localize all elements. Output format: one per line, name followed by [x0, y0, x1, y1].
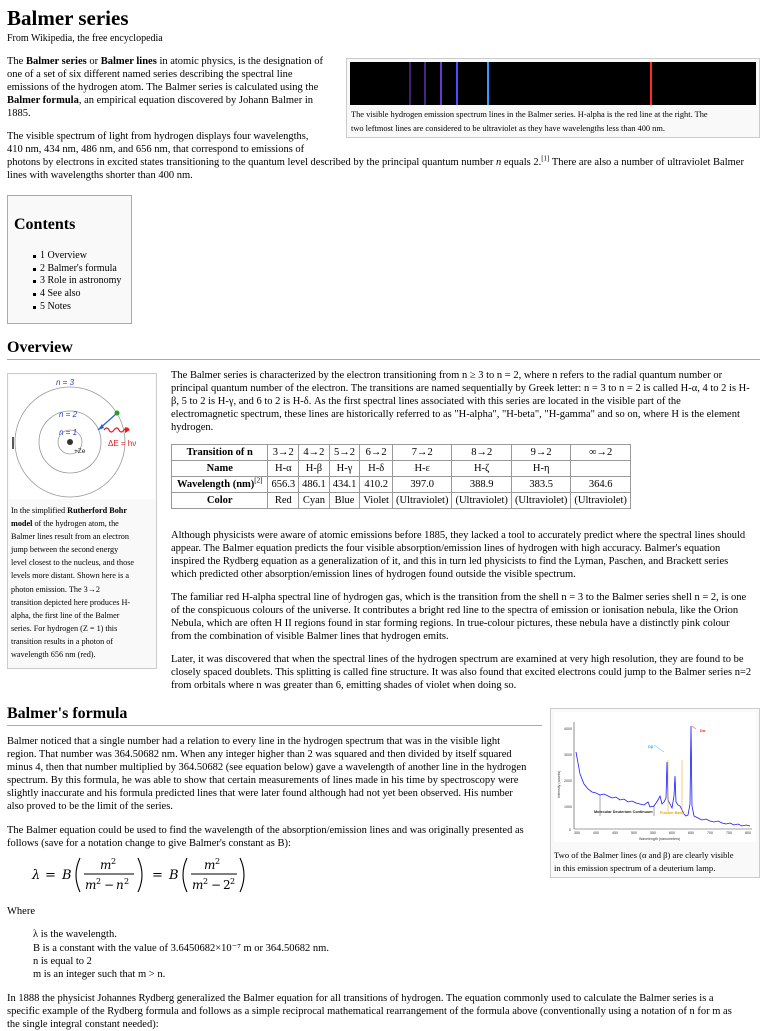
- text-line: hydrogen.: [171, 422, 214, 434]
- y-tick-label: 2000: [564, 779, 572, 783]
- eq-equals-2: =: [152, 868, 163, 883]
- intro-line: one of a set of six different named series describing the spectral line: [7, 69, 293, 81]
- bohr-figure: [7, 373, 157, 669]
- heading-balmers-formula: Balmer's formula: [7, 705, 128, 722]
- toc-list: [40, 250, 125, 314]
- table-cell: 6→2: [360, 445, 393, 461]
- table-header-cell: Name: [172, 461, 268, 477]
- visible-spectrum-paragraph: [7, 130, 762, 182]
- text-line: which predicted other absorption/emission lines of hydrogen found outside the visible spectrum.: [171, 569, 576, 581]
- x-tick-label: 600: [669, 831, 675, 835]
- eq-den-exp-2: 2: [203, 877, 209, 886]
- spectrum-line-h-delta: [440, 62, 442, 105]
- x-tick-label: 450: [612, 831, 618, 835]
- term-balmer-series: Balmer series: [25, 56, 87, 67]
- text-line: from orbitals where n was greater than 6, emitting shades of violet when doing so.: [171, 680, 517, 692]
- label-n1: n = 1: [59, 428, 78, 437]
- table-cell: ∞→2: [571, 445, 630, 461]
- table-header-cell: [172, 477, 268, 493]
- table-cell: 5→2: [329, 445, 360, 461]
- text-line: closely spaced doublets. This splitting is called fine structure. It was also found that excited electrons could jump to the Balmer series n=2: [171, 667, 752, 679]
- caption-line: alpha, the first line of the Balmer: [11, 610, 120, 620]
- text-line: follows (save for a notation change to give Balmer's constant as B):: [7, 838, 291, 850]
- eq-lambda: λ: [32, 868, 41, 883]
- intro-text: or: [86, 56, 101, 67]
- table-cell: 9→2: [511, 445, 570, 461]
- table-cell: (Ultraviolet): [452, 493, 511, 509]
- x-axis-label: Wavelength (nanometers): [639, 837, 681, 841]
- text-line: also proved to be the limit of the series.: [7, 801, 173, 813]
- eq-two: 2: [223, 878, 231, 892]
- caption-line: in this emission spectrum of a deuterium lamp.: [554, 863, 716, 873]
- table-cell: Red: [268, 493, 299, 509]
- nucleus: [67, 439, 73, 445]
- text-line: The Balmer series is characterized by the electron transitioning from n ≥ 3 to n = 2, where n refers to the radial quantum number or: [171, 370, 723, 381]
- table-cell: [571, 461, 630, 477]
- link-rutherford-bohr[interactable]: Rutherford Bohr: [67, 506, 127, 515]
- toc-item-overview[interactable]: 1 Overview: [40, 250, 125, 263]
- text-line: The familiar red H-alpha spectral line of hydrogen gas, which is the transition from the shell n = 3 to the Balmer series shell n = 2, is one: [171, 592, 747, 603]
- table-cell: (Ultraviolet): [571, 493, 630, 509]
- text-line: appear. The Balmer equation predicts the four visible absorption/emission lines of hydrogen with high accuracy. Balmer's equation: [171, 543, 721, 555]
- text-line: The Balmer equation could be used to find the wavelength of the absorption/emission lines and was originally presented as: [7, 825, 524, 836]
- text-line: lines with wavelengths shorter than 400 nm.: [7, 170, 193, 182]
- eq-paren-left-2: [183, 858, 187, 892]
- spectrum-line-h-beta: [487, 62, 489, 105]
- eq-two-exp: 2: [230, 877, 236, 886]
- table-cell: Cyan: [299, 493, 330, 509]
- table-cell: Blue: [329, 493, 360, 509]
- text-line: In 1888 the physicist Johannes Rydberg generalized the Balmer equation for all transitions of hydrogen. The equation commonly used to calculate the Balmer series is a: [7, 993, 714, 1004]
- table-of-contents: [7, 195, 132, 324]
- caption-line: Two of the Balmer lines (α and β) are clearly visible: [554, 850, 734, 860]
- eq-B-2: B: [169, 868, 179, 883]
- def-m: m is an integer such that m > n.: [33, 969, 166, 980]
- intro-text: , an empirical equation discovered by Johann Balmer in: [78, 95, 313, 107]
- intro-text: The: [7, 56, 26, 67]
- formula-paragraph-2: [7, 824, 542, 850]
- table-row: [172, 477, 631, 493]
- spectrum-line-h-alpha: [650, 62, 652, 105]
- x-tick-label: 400: [593, 831, 599, 835]
- link-model[interactable]: model: [11, 519, 33, 529]
- caption-line: photon emission. The 3→2: [11, 584, 100, 594]
- text-line: Although physicists were aware of atomic emissions before 1885, they lacked a tool to accurately predict where the spectral lines should: [171, 530, 746, 541]
- ref-2[interactable]: [2]: [254, 476, 263, 485]
- table-cell: (Ultraviolet): [511, 493, 570, 509]
- spectrum-image: [350, 62, 756, 105]
- text-line: Later, it was discovered that when the spectral lines of the hydrogen spectrum are examined at very high resolution, they are found to be: [171, 654, 744, 665]
- table-cell: H-β: [299, 461, 330, 477]
- x-tick-label: 700: [707, 831, 713, 835]
- formula-paragraph-1: [7, 735, 542, 813]
- eq-den-exp: 2: [96, 877, 102, 886]
- def-n: n is equal to 2: [33, 956, 92, 967]
- table-header-cell: Color: [172, 493, 268, 509]
- intro-line: emissions of the hydrogen atom. The Balmer series is calculated using the: [7, 82, 319, 94]
- eq-n-exp: 2: [124, 877, 130, 886]
- term-balmer-formula: Balmer formula: [7, 95, 79, 107]
- bohr-caption: [11, 504, 157, 661]
- table-cell: (Ultraviolet): [392, 493, 451, 509]
- def-lambda: λ is the wavelength.: [33, 929, 117, 940]
- text-line: Nebula, which are often H II regions found in star forming regions. In true-colour pictures, these nebula have a distinctly pink colour: [171, 618, 730, 630]
- header-text: Wavelength (nm): [177, 478, 255, 490]
- caption-line: transition results in a photon of: [11, 636, 114, 646]
- spectrum-line-h-gamma: [456, 62, 458, 105]
- label-fulcher-band: Fulcher Band: [660, 811, 685, 815]
- text-line: the single integral constant needed):: [7, 1019, 159, 1031]
- caption-line: level closest to the nucleus, and those: [11, 558, 135, 568]
- heading-rule: [7, 359, 760, 360]
- table-cell: H-η: [511, 461, 570, 477]
- overview-paragraph-2: [171, 529, 761, 581]
- caption-line: wavelength 656 nm (red).: [11, 650, 96, 660]
- eq-num: m: [100, 858, 112, 872]
- table-cell: H-δ: [360, 461, 393, 477]
- text-span: photons by electrons in excited states transitioning to the quantum level described by the principal quantum number: [7, 157, 497, 169]
- caption-line: The visible hydrogen emission spectrum lines in the Balmer series. H-alpha is the red line at the right. The: [351, 110, 708, 119]
- def-B: B is a constant with the value of 3.6450682×10⁻⁷ m or 364.50682 nm.: [33, 943, 329, 954]
- x-tick-label: 750: [726, 831, 732, 835]
- toc-item-see-also[interactable]: 4 See also: [40, 288, 125, 301]
- text-line: 410 nm, 434 nm, 486 nm, and 656 nm, that correspond to emissions of: [7, 144, 305, 156]
- table-cell: H-α: [268, 461, 299, 477]
- page-subtitle: From Wikipedia, the free encyclopedia: [7, 33, 163, 44]
- text-line: β, 5 to 2 is H-γ, and 6 to 2 is H-δ. As the first spectral lines associated with this series are located in the visible part of the: [171, 396, 681, 408]
- text-span: n: [496, 157, 502, 169]
- text-line: The visible spectrum of light from hydrogen displays four wavelengths,: [7, 131, 309, 142]
- caption-line: two leftmost lines are considered to be ultraviolet as they have wavelengths less than 400 nm.: [351, 123, 665, 133]
- toc-item-balmers-formula[interactable]: 2 Balmer's formula: [40, 263, 125, 276]
- deuterium-figure: [550, 708, 760, 878]
- y-tick-label: 0: [569, 828, 571, 832]
- eq-num-exp: 2: [111, 857, 117, 866]
- eq-minus: −: [104, 878, 115, 892]
- caption-line: transition depicted here produces H-: [11, 597, 131, 607]
- table-cell: 397.0: [392, 477, 451, 493]
- label-d-beta: Dβ: [648, 745, 654, 749]
- label-n3: n = 3: [56, 378, 75, 387]
- eq-B: B: [62, 868, 72, 883]
- table-cell: 383.5: [511, 477, 570, 493]
- overview-paragraph-4: [171, 653, 761, 692]
- table-cell: 7→2: [392, 445, 451, 461]
- intro-line: 1885.: [7, 108, 31, 120]
- eq-minus-2: −: [211, 878, 222, 892]
- table-cell: 486.1: [299, 477, 330, 493]
- table-cell: Violet: [360, 493, 393, 509]
- toc-item-role-in-astronomy[interactable]: 3 Role in astronomy: [40, 275, 125, 288]
- table-cell: 3→2: [268, 445, 299, 461]
- label-n2: n = 2: [59, 410, 78, 419]
- caption-line: jump between the second energy: [11, 545, 119, 555]
- text-line: from the combination of visible Balmer lines that hydrogen emits.: [171, 631, 449, 643]
- table-cell: 364.6: [571, 477, 630, 493]
- x-tick-label: 350: [574, 831, 580, 835]
- spectrum-line-uv1: [409, 62, 411, 105]
- label-d-alpha: Dα: [700, 729, 706, 733]
- text-line: region. That number was 364.50682 nm. When any integer higher than 2 was squared and then divided by itself squared: [7, 749, 512, 761]
- formula-paragraph-3: [7, 992, 762, 1031]
- table-cell: H-γ: [329, 461, 360, 477]
- text-line: Balmer noticed that a single number had a relation to every line in the hydrogen spectrum that was in the visible light: [7, 736, 501, 747]
- spectrum-figure: [346, 58, 760, 138]
- x-tick-label: 800: [745, 831, 751, 835]
- table-cell: 8→2: [452, 445, 511, 461]
- eq-den: m: [85, 878, 97, 892]
- table-cell: H-ζ: [452, 461, 511, 477]
- text-span: equals 2.: [501, 157, 542, 169]
- intro-text: in atomic physics, is the designation of: [156, 56, 324, 67]
- eq-equals: =: [45, 868, 56, 883]
- x-tick-label: 550: [650, 831, 656, 835]
- y-tick-label: 4000: [564, 727, 572, 731]
- table-cell: 434.1: [329, 477, 360, 493]
- text-line: inspired the Rydberg equation as a generalization of it, and this in turn led physicists to find the Lyman, Paschen, and Brackett series: [171, 556, 729, 568]
- transition-table: [171, 444, 631, 509]
- chart-bg: [554, 712, 756, 842]
- table-cell: 4→2: [299, 445, 330, 461]
- text-line: slightly inaccurate and his formula predicted lines that were later found although had not yet been observed. His number: [7, 788, 513, 800]
- table-cell: H-ε: [392, 461, 451, 477]
- ref-1[interactable]: [1]: [541, 154, 550, 163]
- toc-title: Contents: [14, 216, 76, 233]
- caption-line: series. For hydrogen (Z = 1) this: [11, 623, 118, 633]
- balmer-equation: [30, 852, 245, 898]
- text-span: There are also a number of ultraviolet Balmer: [549, 157, 744, 169]
- caption-line: levels more distant. Shown here is a: [11, 571, 130, 581]
- eq-paren-right-2: [240, 858, 244, 892]
- y-tick-label: 3000: [564, 753, 572, 757]
- text-line: of the conspicuous colours of the universe. It contributes a bright red line to the spectra of emission or ionisation nebula, like the Orion: [171, 605, 739, 617]
- term-balmer-lines: Balmer lines: [100, 56, 157, 67]
- y-axis-label: Intensity (counts): [557, 770, 561, 798]
- intro-paragraph: [7, 55, 342, 120]
- text-line: principal quantum number of the electron. The transitions are named sequentially by Greek letter: n = 3 to n = 2 is called H-α, 4 to 2 is H-: [171, 383, 750, 395]
- heading-rule: [7, 725, 542, 726]
- label-energy: ΔE = hν: [108, 439, 137, 448]
- heading-overview: Overview: [7, 339, 73, 356]
- eq-num-exp-2: 2: [215, 857, 221, 866]
- label-molecular-continuum: Molecular Deuterium Continuum: [594, 810, 653, 814]
- page-title: Balmer series: [7, 6, 129, 30]
- text-line: minus 4, then that number multiplied by 364.50682 (see equation below) gave a wavelength of another line in the hydrogen: [7, 762, 527, 774]
- eq-paren-left: [76, 858, 80, 892]
- caption-line: Balmer lines result from an electron: [11, 532, 129, 542]
- eq-den-2: m: [192, 878, 204, 892]
- table-row: [172, 461, 631, 477]
- deuterium-spectrum-chart: [554, 712, 756, 842]
- text-line: electromagnetic spectrum, these lines are historically referred to as "H-alpha", "H-beta", "H-gamma" and so on, where H is the element: [171, 409, 740, 421]
- bohr-model-diagram: [9, 375, 155, 499]
- caption-text: In the simplified: [11, 506, 68, 515]
- table-header-cell: Transition of n: [172, 445, 268, 461]
- x-tick-label: 500: [631, 831, 637, 835]
- label-nucleus: +Ze: [74, 448, 86, 455]
- text-line: spectrum. By this formula, he was able to show that certain measurements of lines made in his time by spectroscopy were: [7, 775, 519, 787]
- table-cell: 410.2: [360, 477, 393, 493]
- electron: [115, 411, 120, 416]
- spectrum-line-uv2: [424, 62, 426, 105]
- table-cell: 656.3: [268, 477, 299, 493]
- eq-n: n: [116, 878, 124, 892]
- caption-text: of the hydrogen atom, the: [32, 519, 119, 529]
- deuterium-caption: [554, 849, 759, 875]
- overview-paragraph-1: [171, 369, 761, 434]
- x-tick-label: 650: [688, 831, 694, 835]
- eq-paren-right: [138, 858, 142, 892]
- where-label: Where: [7, 906, 35, 917]
- table-row: [172, 493, 631, 509]
- text-line: specific example of the Rydberg formula and follows as a simple reciprocal mathematical rearrangement of the formula above (conventionally using a notation of n for m as: [7, 1006, 732, 1018]
- y-tick-label: 1000: [564, 805, 572, 809]
- table-row: [172, 445, 631, 461]
- toc-item-notes[interactable]: 5 Notes: [40, 301, 125, 314]
- eq-num-2: m: [204, 858, 216, 872]
- overview-paragraph-3: [171, 591, 761, 643]
- table-cell: 388.9: [452, 477, 511, 493]
